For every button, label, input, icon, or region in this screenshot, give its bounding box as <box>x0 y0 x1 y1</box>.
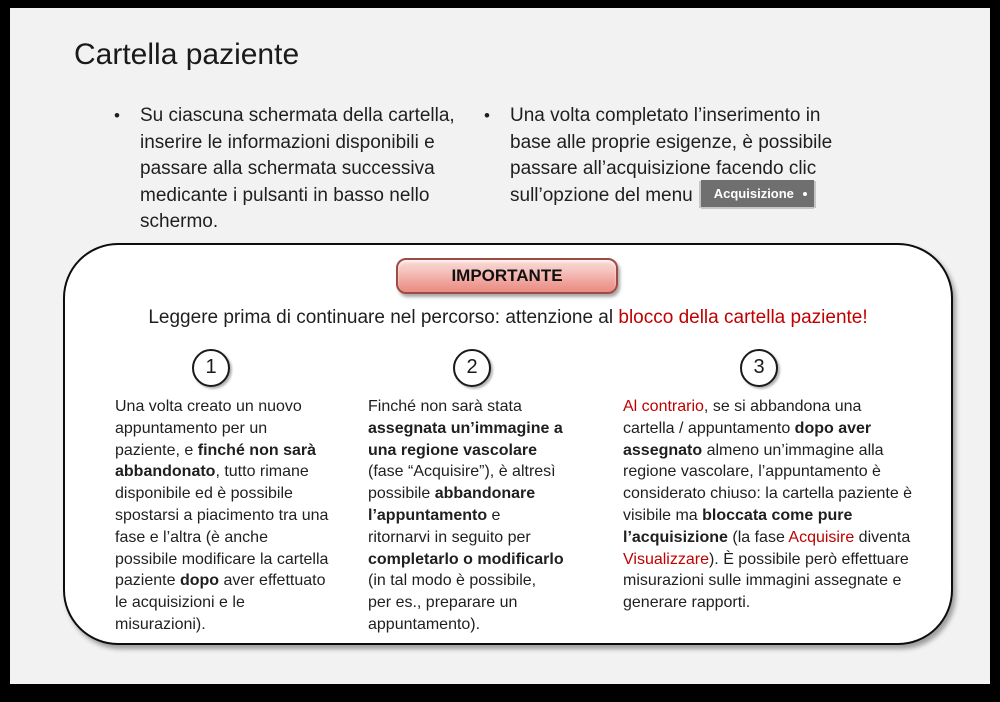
bullet-text-left: Su ciascuna schermata della cartella, inserire le informazioni disponibili e passare alla schermata successiva medicante i pulsanti in basso nello schermo. <box>140 105 455 232</box>
bullet-glyph: • <box>114 106 120 125</box>
bullet-text-right-lines: Una volta completato l’inserimento in base alle proprie esigenze, è possibile passare all’acquisizione facendo clic sull’opzione del menu <box>510 105 833 206</box>
bullet-glyph: • <box>484 106 490 125</box>
step-1-text: Una volta creato un nuovo appuntamento per un paziente, e finché non sarà abbandonato, tutto rimane disponibile ed è possibile spostarsi a piacimento tra una fase e l’altra (è anche possibile modificare la cartella paziente dopo aver effettuato le acquisizioni e le misurazioni). <box>115 398 329 633</box>
step-3-text: Al contrario, se si abbandona una cartella / appuntamento dopo aver assegnato almeno un’immagine alla regione vascolare, l’appuntamento è considerato chiuso: la cartella paziente è visibile ma bloccata come pure l’acquisizione (la fase Acquisire diventa Visualizzare). È possibile però effettuare misurazioni sulle immagini assegnate e generare rapporti. <box>623 398 913 612</box>
bullet-text-right <box>510 103 884 209</box>
menu-bullet-icon <box>803 192 807 196</box>
bullet-item-left <box>114 103 504 236</box>
warning-line: Leggere prima di continuare nel percorso: attenzione al blocco della cartella paziente! <box>148 307 868 328</box>
importante-badge: IMPORTANTE <box>396 258 618 294</box>
step-1-circle: 1 <box>192 349 230 387</box>
acquisizione-menu-label: Acquisizione <box>713 186 794 202</box>
slide <box>10 8 990 684</box>
bullet-item-right <box>484 103 884 209</box>
step-3-circle: 3 <box>740 349 778 387</box>
step-2-circle: 2 <box>453 349 491 387</box>
page-title: Cartella paziente <box>74 38 300 71</box>
acquisizione-menu-button[interactable] <box>701 180 814 207</box>
step-2-text: Finché non sarà stata assegnata un’immagine a una regione vascolare (fase “Acquisire”), è altresì possibile abbandonare l’appuntamento e ritornarvi in seguito per completarlo o modificarlo (in tal modo è possibile, per es., preparare un appuntamento). <box>368 398 564 633</box>
